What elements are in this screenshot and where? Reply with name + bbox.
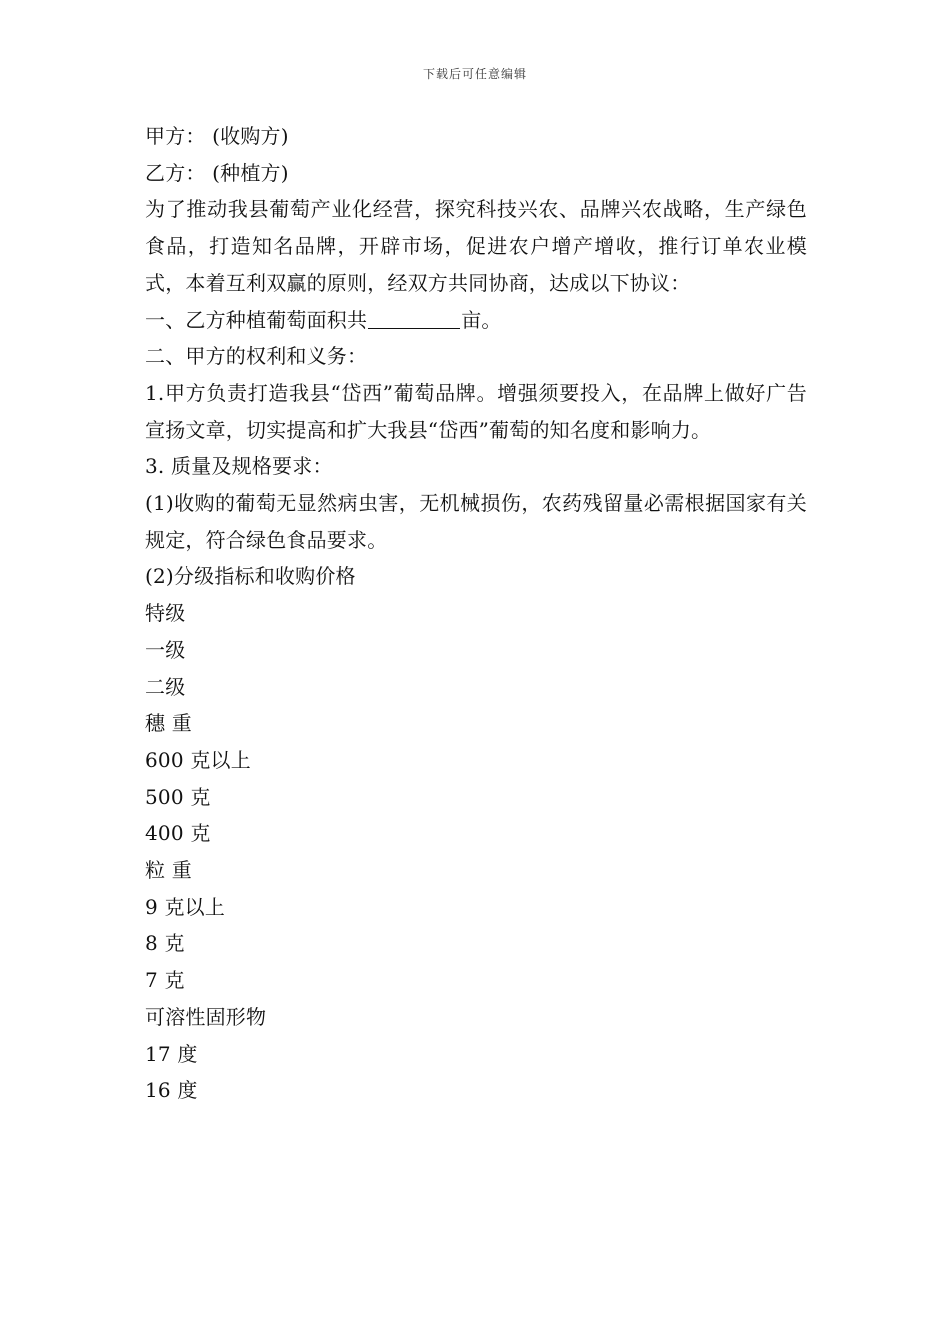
spec-line: 9 克以上	[145, 894, 226, 919]
preamble-paragraph: 为了推动我县葡萄产业化经营，探究科技兴农、品牌兴农战略，生产绿色食品，打造知名品牌，开辟市场，促进农户增产增收，推行订单农业模式，本着互利双赢的原则，经双方共同协商，达成以下协议：	[145, 197, 807, 295]
spec-line: 粒 重	[145, 858, 192, 883]
clause-2-item-1: 1.甲方负责打造我县“岱西”葡萄品牌。增强须要投入，在品牌上做好广告宣扬文章，切实提高和扩大我县“岱西”葡萄的知名度和影响力。	[145, 380, 807, 442]
party-a-line: 甲方： (收购方)	[145, 124, 289, 148]
contract-body	[145, 118, 807, 1109]
page-header: 下载后可任意编辑	[422, 67, 527, 81]
area-blank-field[interactable]	[368, 308, 460, 329]
clause-1-text-after: 亩。	[461, 307, 502, 332]
spec-line: 17 度	[145, 1041, 198, 1066]
spec-line: 16 度	[145, 1078, 198, 1103]
clause-2-item-3: 3. 质量及规格要求：	[145, 454, 333, 479]
grade-line: 一级	[145, 637, 186, 662]
grade-line: 二级	[145, 674, 186, 699]
spec-line: 400 克	[145, 821, 211, 846]
spec-line: 穗 重	[145, 711, 192, 736]
quality-requirement-2: (2)分级指标和收购价格	[145, 564, 356, 589]
party-b-line: 乙方： (种植方)	[145, 160, 289, 185]
grade-line: 特级	[145, 601, 186, 626]
clause-2-title: 二、甲方的权利和义务：	[145, 344, 368, 369]
spec-line: 600 克以上	[145, 747, 251, 772]
spec-line: 500 克	[145, 784, 211, 809]
quality-requirement-1: (1)收购的葡萄无显然病虫害，无机械损伤，农药残留量必需根据国家有关规定，符合绿色食品要求。	[145, 491, 807, 552]
spec-line: 8 克	[145, 931, 185, 956]
clause-1-text-before: 一、乙方种植葡萄面积共	[145, 307, 368, 332]
clause-1	[145, 302, 807, 339]
spec-line: 可溶性固形物	[145, 1004, 267, 1029]
spec-line: 7 克	[145, 968, 185, 993]
